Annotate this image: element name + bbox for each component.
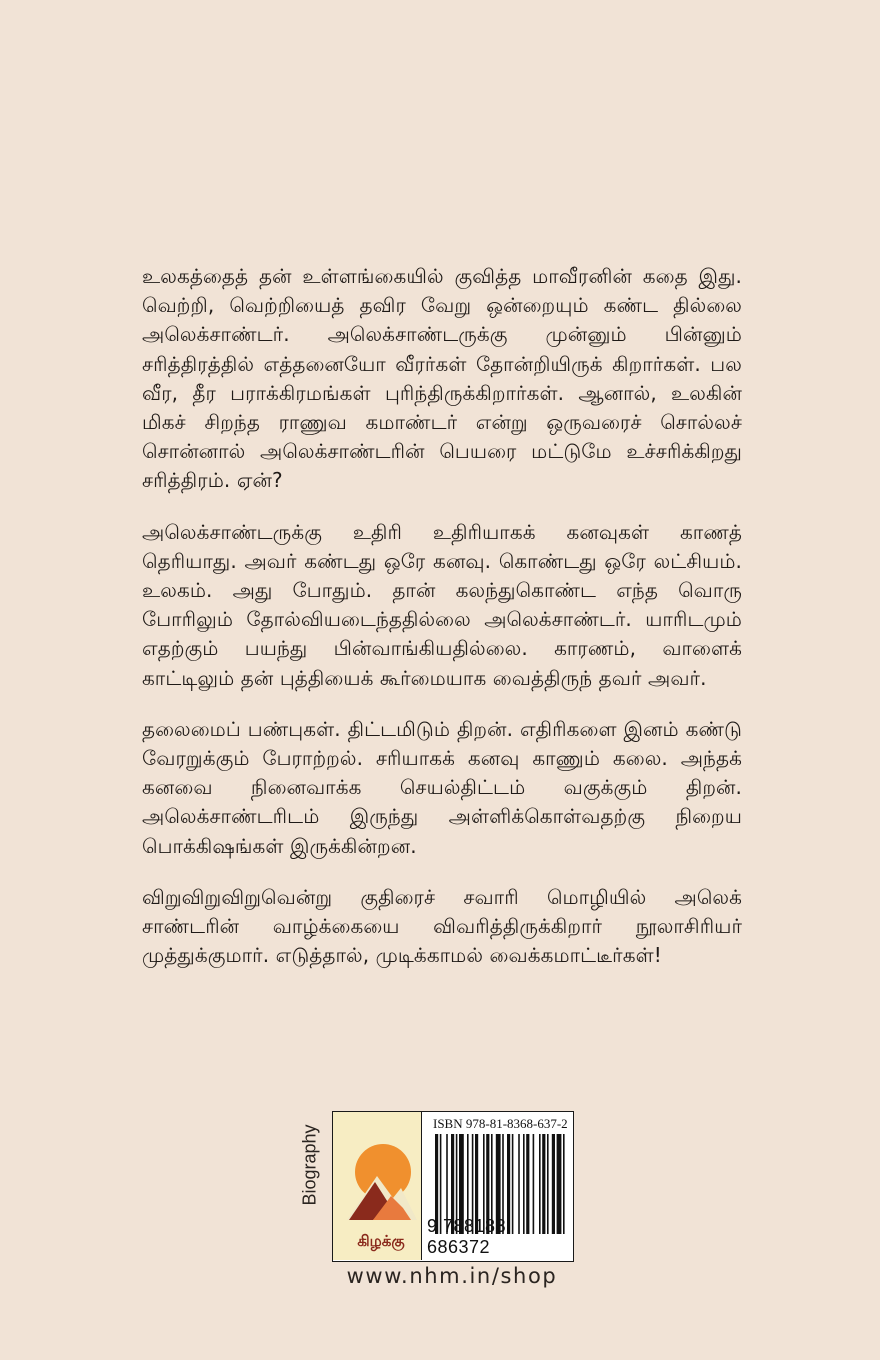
publisher-logo-text: கிழக்கு	[357, 1232, 405, 1250]
isbn-block	[332, 1111, 574, 1262]
publisher-logo	[333, 1112, 422, 1260]
blurb-paragraph-4: விறுவிறுவிறுவென்று குதிரைச் சவாரி மொழியில் அலெக் சாண்டரின் வாழ்க்கையை விவரித்திருக்கிறார் நூலாசிரியர் முத்துக்குமார். எடுத்தால், முடிக்காமல் வைக்கமாட்டீர்கள்!	[142, 884, 742, 968]
blurb-paragraph-3: தலைமைப் பண்புகள். திட்டமிடும் திறன். எதிரிகளை இனம் கண்டு வேரறுக்கும் பேராற்றல். சரியாகக் கனவு காணும் கலை. அந்தக் கனவை நினைவாக்க செயல்திட்டம் வகுக்கும் திறன். அலெக்சாண்டரிடம் இருந்து அள்ளிக்கொள்வதற்கு நிறைய பொக்கிஷங்கள் இருக்கின்றன.	[142, 716, 742, 858]
blurb-paragraph-1: உலகத்தைத் தன் உள்ளங்கையில் குவித்த மாவீரனின் கதை இது. வெற்றி, வெற்றியைத் தவிர வேறு ஒன்றையும் கண்ட தில்லை அலெக்சாண்டர். அலெக்சாண்டருக்கு முன்னும் பின்னும் சரித்திரத்தில் எத்தனையோ வீரர்கள் தோன்றியிருக் கிறார்கள். பல வீர, தீர பராக்கிரமங்கள் புரிந்திருக்கிறார்கள். ஆனால், உலகின் மிகச் சிறந்த ராணுவ கமாண்டர் என்று ஒருவரைச் சொல்லச் சொன்னால் அலெக்சாண்டரின் பெயரை மட்டுமே உச்சரிக்கிறது சரித்திரம். ஏன்?	[142, 264, 742, 493]
back-cover-blurb	[142, 262, 742, 992]
publisher-logo-icon	[333, 1112, 421, 1260]
blurb-paragraph-2: அலெக்சாண்டருக்கு உதிரி உதிரியாகக் கனவுகள் காணத் தெரியாது. அவர் கண்டது ஒரே கனவு. கொண்டது ஒரே லட்சியம். உலகம். அது போதும். தான் கலந்துகொண்ட எந்த வொரு போரிலும் தோல்வியடைந்ததில்லை அலெக்சாண்டர். யாரிடமும் எதற்கும் பயந்து பின்வாங்கியதில்லை. காரணம், வாளைக் காட்டிலும் தன் புத்தியைக் கூர்மையாக வைத்திருந் தவர் அவர்.	[142, 519, 742, 690]
publisher-website: www.nhm.in/shop	[346, 1264, 558, 1288]
genre-label-text: Biography	[299, 1124, 320, 1206]
genre-label	[290, 1110, 330, 1220]
isbn-label: ISBN 978-81-8368-637-2	[433, 1116, 568, 1131]
barcode	[423, 1112, 571, 1260]
barcode-digits: 9 788183 686372	[427, 1216, 507, 1257]
